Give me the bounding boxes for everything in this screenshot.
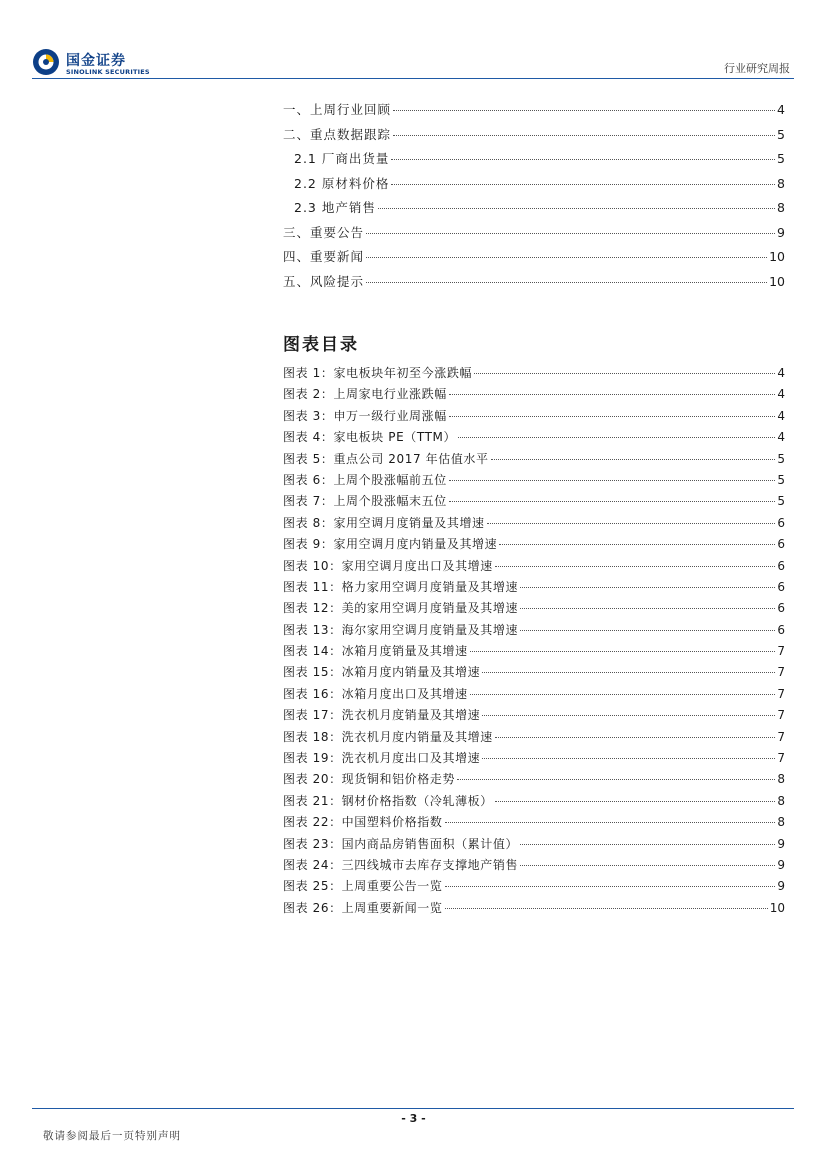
figure-entry-page: 8	[777, 815, 785, 830]
header-divider	[32, 78, 794, 79]
toc-leader-dots	[366, 257, 767, 258]
figure-entry[interactable]	[283, 642, 785, 663]
figure-entry-title: 图表 20：现货铜和铝价格走势	[283, 772, 456, 787]
figure-entry-page: 7	[777, 665, 785, 680]
toc-leader-dots	[366, 282, 767, 283]
figure-entry-title: 图表 8：家用空调月度销量及其增速	[283, 515, 485, 530]
figure-entry[interactable]	[283, 899, 785, 920]
figure-leader-dots	[470, 651, 776, 652]
toc-entry[interactable]	[283, 272, 785, 297]
figure-entry-title: 图表 7：上周个股涨幅末五位	[283, 494, 447, 509]
figure-entry-page: 6	[777, 537, 785, 552]
toc-entry-title: 2.2 原材料价格	[294, 175, 390, 191]
figure-entry-page: 9	[777, 836, 785, 851]
figure-entry-title: 图表 13：海尔家用空调月度销量及其增速	[283, 622, 519, 637]
figure-entry-title: 图表 18：洗衣机月度内销量及其增速	[283, 729, 493, 744]
figure-leader-dots	[474, 373, 775, 374]
figure-leader-dots	[482, 672, 775, 673]
figure-leader-dots	[520, 587, 775, 588]
toc-subentry[interactable]	[283, 174, 785, 199]
toc-entry[interactable]	[283, 125, 785, 150]
toc-entry-page: 4	[777, 102, 785, 117]
toc-entry-title: 三、重要公告	[283, 224, 365, 240]
figure-entry-page: 5	[777, 451, 785, 466]
figure-leader-dots	[449, 501, 776, 502]
toc-entry-page: 8	[777, 175, 785, 191]
figure-entry[interactable]	[283, 471, 785, 492]
figure-leader-dots	[449, 480, 776, 481]
figure-entry[interactable]	[283, 535, 785, 556]
figure-leader-dots	[445, 822, 776, 823]
company-logo	[32, 48, 162, 78]
figure-entry-page: 6	[777, 579, 785, 594]
figure-entry-title: 图表 9：家用空调月度内销量及其增速	[283, 537, 498, 552]
figure-entry[interactable]	[283, 685, 785, 706]
disclaimer-note: 敬请参阅最后一页特别声明	[43, 1130, 181, 1142]
figure-entry-page: 4	[777, 366, 785, 380]
figure-entry[interactable]	[283, 407, 785, 428]
toc-leader-dots	[391, 159, 775, 160]
figure-entry-title: 图表 26：上周重要新闻一览	[283, 900, 443, 915]
figure-entry-title: 图表 17：洗衣机月度销量及其增速	[283, 708, 481, 723]
figure-leader-dots	[445, 886, 776, 887]
toc-leader-dots	[391, 184, 775, 185]
toc-entry-title: 五、风险提示	[283, 273, 365, 289]
figure-leader-dots	[470, 694, 776, 695]
figure-leader-dots	[495, 566, 775, 567]
figure-leader-dots	[520, 630, 775, 631]
figure-entry-page: 7	[777, 708, 785, 723]
figure-entry-page: 4	[777, 408, 785, 423]
toc-leader-dots	[393, 110, 775, 111]
figure-entry[interactable]	[283, 599, 785, 620]
figure-entry-title: 图表 2：上周家电行业涨跌幅	[283, 387, 447, 402]
toc-entry-title: 2.1 厂商出货量	[294, 151, 390, 166]
figure-leader-dots	[520, 608, 775, 609]
figure-entry[interactable]	[283, 364, 785, 385]
figure-entry-page: 5	[777, 472, 785, 487]
figure-entry-title: 图表 5：重点公司 2017 年估值水平	[283, 451, 489, 466]
figure-entry-page: 7	[777, 686, 785, 701]
figure-entry-page: 7	[777, 644, 785, 659]
figure-entry[interactable]	[283, 385, 785, 406]
figure-leader-dots	[487, 523, 776, 524]
toc-entry-page: 10	[769, 273, 785, 289]
toc-subentry[interactable]	[283, 149, 785, 174]
figure-entry-title: 图表 12：美的家用空调月度销量及其增速	[283, 601, 519, 616]
figure-leader-dots	[495, 801, 775, 802]
figure-entry[interactable]	[283, 621, 785, 642]
figure-entry-title: 图表 22：中国塑料价格指数	[283, 815, 443, 830]
table-of-contents	[283, 100, 785, 296]
figure-entry[interactable]	[283, 514, 785, 535]
figure-entry-title: 图表 25：上周重要公告一览	[283, 879, 443, 894]
figure-leader-dots	[458, 437, 775, 438]
figure-entry-page: 8	[777, 772, 785, 787]
figure-entry[interactable]	[283, 557, 785, 578]
figures-list	[283, 364, 785, 920]
report-type-label: 行业研究周报	[724, 62, 790, 75]
figure-entry[interactable]	[283, 578, 785, 599]
figure-leader-dots	[520, 844, 775, 845]
figure-leader-dots	[491, 459, 776, 460]
figure-entry[interactable]	[283, 792, 785, 813]
page-header	[32, 40, 794, 80]
figure-entry-title: 图表 4：家电板块 PE（TTM）	[283, 430, 457, 445]
figure-entry[interactable]	[283, 770, 785, 791]
figure-leader-dots	[445, 908, 768, 909]
figure-entry-page: 6	[777, 622, 785, 637]
toc-entry-page: 10	[769, 249, 785, 264]
figure-entry-page: 10	[769, 900, 785, 915]
figure-entry-title: 图表 1：家电板块年初至今涨跌幅	[283, 366, 473, 380]
toc-entry[interactable]	[283, 100, 785, 125]
toc-entry-page: 8	[777, 200, 785, 215]
figure-entry-title: 图表 11：格力家用空调月度销量及其增速	[283, 579, 519, 594]
figure-leader-dots	[482, 758, 775, 759]
figure-entry[interactable]	[283, 877, 785, 898]
figure-entry[interactable]	[283, 428, 785, 449]
figure-entry[interactable]	[283, 450, 785, 471]
figure-entry-title: 图表 16：冰箱月度出口及其增速	[283, 686, 468, 701]
toc-entry-title: 一、上周行业回顾	[283, 102, 392, 117]
figure-entry-title: 图表 24：三四线城市去库存支撑地产销售	[283, 857, 519, 872]
logo-chinese-text: 国金证券	[66, 53, 126, 69]
toc-entry-page: 5	[777, 151, 785, 166]
figure-entry-page: 6	[777, 601, 785, 616]
figure-entry-page: 5	[777, 494, 785, 509]
figure-leader-dots	[499, 544, 775, 545]
figure-entry-page: 6	[777, 515, 785, 530]
figure-entry-title: 图表 3：申万一级行业周涨幅	[283, 408, 447, 423]
figure-entry[interactable]	[283, 728, 785, 749]
figure-leader-dots	[449, 416, 776, 417]
toc-leader-dots	[393, 135, 775, 136]
figure-entry-page: 9	[777, 857, 785, 872]
sinolink-logo-icon	[32, 48, 60, 76]
toc-entry-page: 5	[777, 126, 785, 142]
toc-entry-title: 二、重点数据跟踪	[283, 126, 392, 142]
figure-entry-title: 图表 19：洗衣机月度出口及其增速	[283, 751, 481, 766]
toc-entry-page: 9	[777, 224, 785, 240]
figure-entry[interactable]	[283, 835, 785, 856]
figure-entry[interactable]	[283, 856, 785, 877]
toc-leader-dots	[378, 208, 775, 209]
toc-entry[interactable]	[283, 247, 785, 272]
toc-entry-title: 四、重要新闻	[283, 249, 365, 264]
figure-entry-page: 8	[777, 793, 785, 808]
figure-entry-title: 图表 14：冰箱月度销量及其增速	[283, 644, 468, 659]
figure-entry-title: 图表 21：钢材价格指数（冷轧薄板）	[283, 793, 493, 808]
figure-entry-title: 图表 6：上周个股涨幅前五位	[283, 472, 447, 487]
figure-leader-dots	[457, 779, 775, 780]
figure-leader-dots	[495, 737, 775, 738]
figure-entry-page: 4	[777, 430, 785, 445]
toc-leader-dots	[366, 233, 775, 234]
figure-leader-dots	[449, 394, 776, 395]
logo-english-text: SINOLINK SECURITIES	[66, 68, 150, 76]
figure-entry-title: 图表 10：家用空调月度出口及其增速	[283, 558, 493, 573]
figure-entry[interactable]	[283, 749, 785, 770]
figure-entry-title: 图表 23：国内商品房销售面积（累计值）	[283, 836, 519, 851]
page-number: - 3 -	[401, 1112, 426, 1125]
figure-leader-dots	[482, 715, 775, 716]
figure-entry-page: 7	[777, 729, 785, 744]
toc-entry[interactable]	[283, 223, 785, 248]
figure-entry[interactable]	[283, 706, 785, 727]
figure-entry[interactable]	[283, 663, 785, 684]
footer-divider	[32, 1108, 794, 1109]
figure-entry-page: 9	[777, 879, 785, 894]
figure-entry-title: 图表 15：冰箱月度内销量及其增速	[283, 665, 481, 680]
figure-entry-page: 6	[777, 558, 785, 573]
figure-leader-dots	[520, 865, 775, 866]
figure-entry-page: 4	[777, 387, 785, 402]
toc-entry-title: 2.3 地产销售	[294, 200, 376, 215]
figure-entry-page: 7	[777, 751, 785, 766]
figure-entry[interactable]	[283, 813, 785, 834]
figure-entry[interactable]	[283, 492, 785, 513]
toc-subentry[interactable]	[283, 198, 785, 223]
figures-heading: 图表目录	[283, 335, 359, 355]
